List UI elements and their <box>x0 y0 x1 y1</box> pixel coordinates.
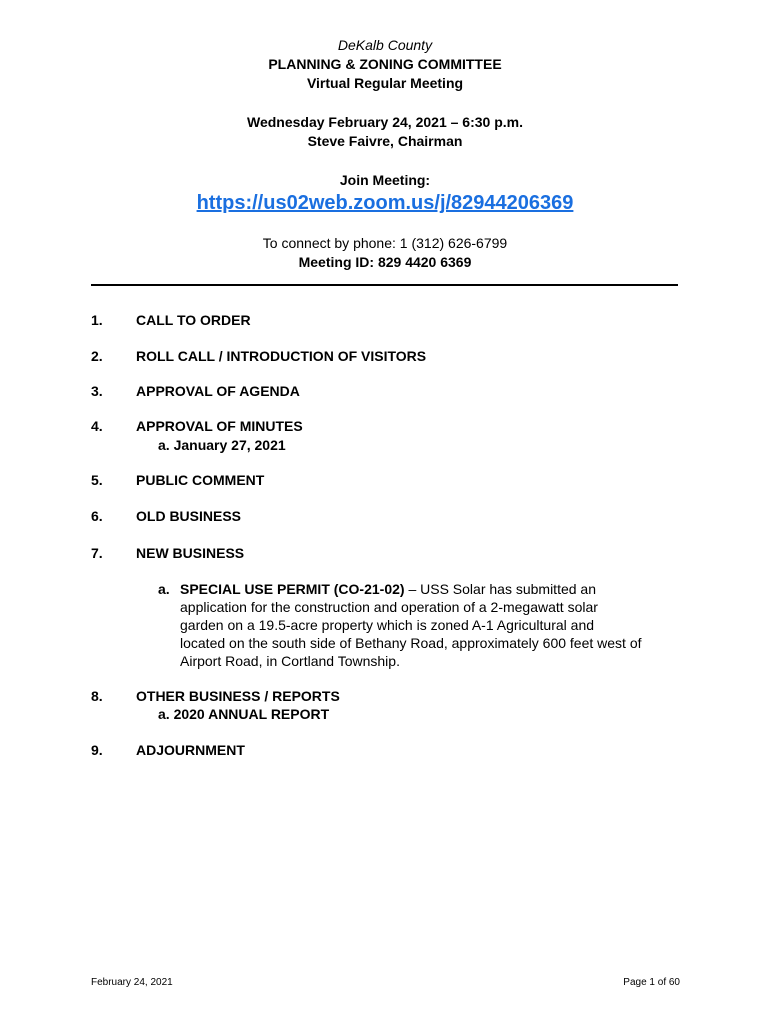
zoom-meeting-link[interactable]: https://us02web.zoom.us/j/82944206369 <box>196 192 574 214</box>
agenda-number: 1. <box>91 312 103 328</box>
meeting-type: Virtual Regular Meeting <box>306 75 464 91</box>
agenda-number: 7. <box>91 545 103 561</box>
agenda-item-other-business: OTHER BUSINESS / REPORTS <box>136 688 340 704</box>
agenda-item-roll-call: ROLL CALL / INTRODUCTION OF VISITORS <box>136 348 427 364</box>
county-name: DeKalb County <box>337 37 433 53</box>
special-use-permit-label: SPECIAL USE PERMIT (CO-21-02) <box>180 581 405 597</box>
chairman: Steve Faivre, Chairman <box>307 133 463 149</box>
meeting-date-time: Wednesday February 24, 2021 – 6:30 p.m. <box>247 114 523 130</box>
agenda-item-approval-of-agenda: APPROVAL OF AGENDA <box>136 383 300 399</box>
committee-name: PLANNING & ZONING COMMITTEE <box>268 56 502 72</box>
agenda-number: 4. <box>91 418 103 434</box>
permit-text-line-2: application for the construction and operation of a 2-megawatt solar <box>180 599 598 615</box>
join-label: Join Meeting: <box>339 172 431 188</box>
agenda-number: 5. <box>91 472 103 488</box>
header-divider <box>91 284 678 286</box>
permit-text-line-5: Airport Road, in Cortland Township. <box>180 653 400 669</box>
permit-text-line-3: garden on a 19.5-acre property which is zoned A-1 Agricultural and <box>180 617 595 633</box>
agenda-number: 2. <box>91 348 103 364</box>
agenda-item-call-to-order: CALL TO ORDER <box>136 312 251 328</box>
agenda-subitem-annual-report: a. 2020 ANNUAL REPORT <box>158 706 330 722</box>
agenda-item-public-comment: PUBLIC COMMENT <box>136 472 265 488</box>
agenda-number: 3. <box>91 383 103 399</box>
permit-text-line-4: located on the south side of Bethany Road, approximately 600 feet west of <box>180 635 642 651</box>
agenda-number: 9. <box>91 742 103 758</box>
permit-text-line-1: – USS Solar has submitted an <box>404 581 596 597</box>
agenda-item-adjournment: ADJOURNMENT <box>136 742 245 758</box>
footer-page-number: Page 1 of 60 <box>623 977 680 988</box>
footer-date: February 24, 2021 <box>91 977 173 988</box>
meeting-id: Meeting ID: 829 4420 6369 <box>298 254 472 270</box>
agenda-item-old-business: OLD BUSINESS <box>136 508 242 524</box>
subitem-letter: a. <box>158 581 170 597</box>
agenda-number: 6. <box>91 508 103 524</box>
phone-info: To connect by phone: 1 (312) 626-6799 <box>262 235 508 251</box>
agenda-item-approval-of-minutes: APPROVAL OF MINUTES <box>136 418 303 434</box>
special-use-permit-paragraph <box>158 580 688 670</box>
agenda-subitem-minutes-date: a. January 27, 2021 <box>158 437 286 453</box>
agenda-item-new-business: NEW BUSINESS <box>136 545 245 561</box>
agenda-number: 8. <box>91 688 103 704</box>
